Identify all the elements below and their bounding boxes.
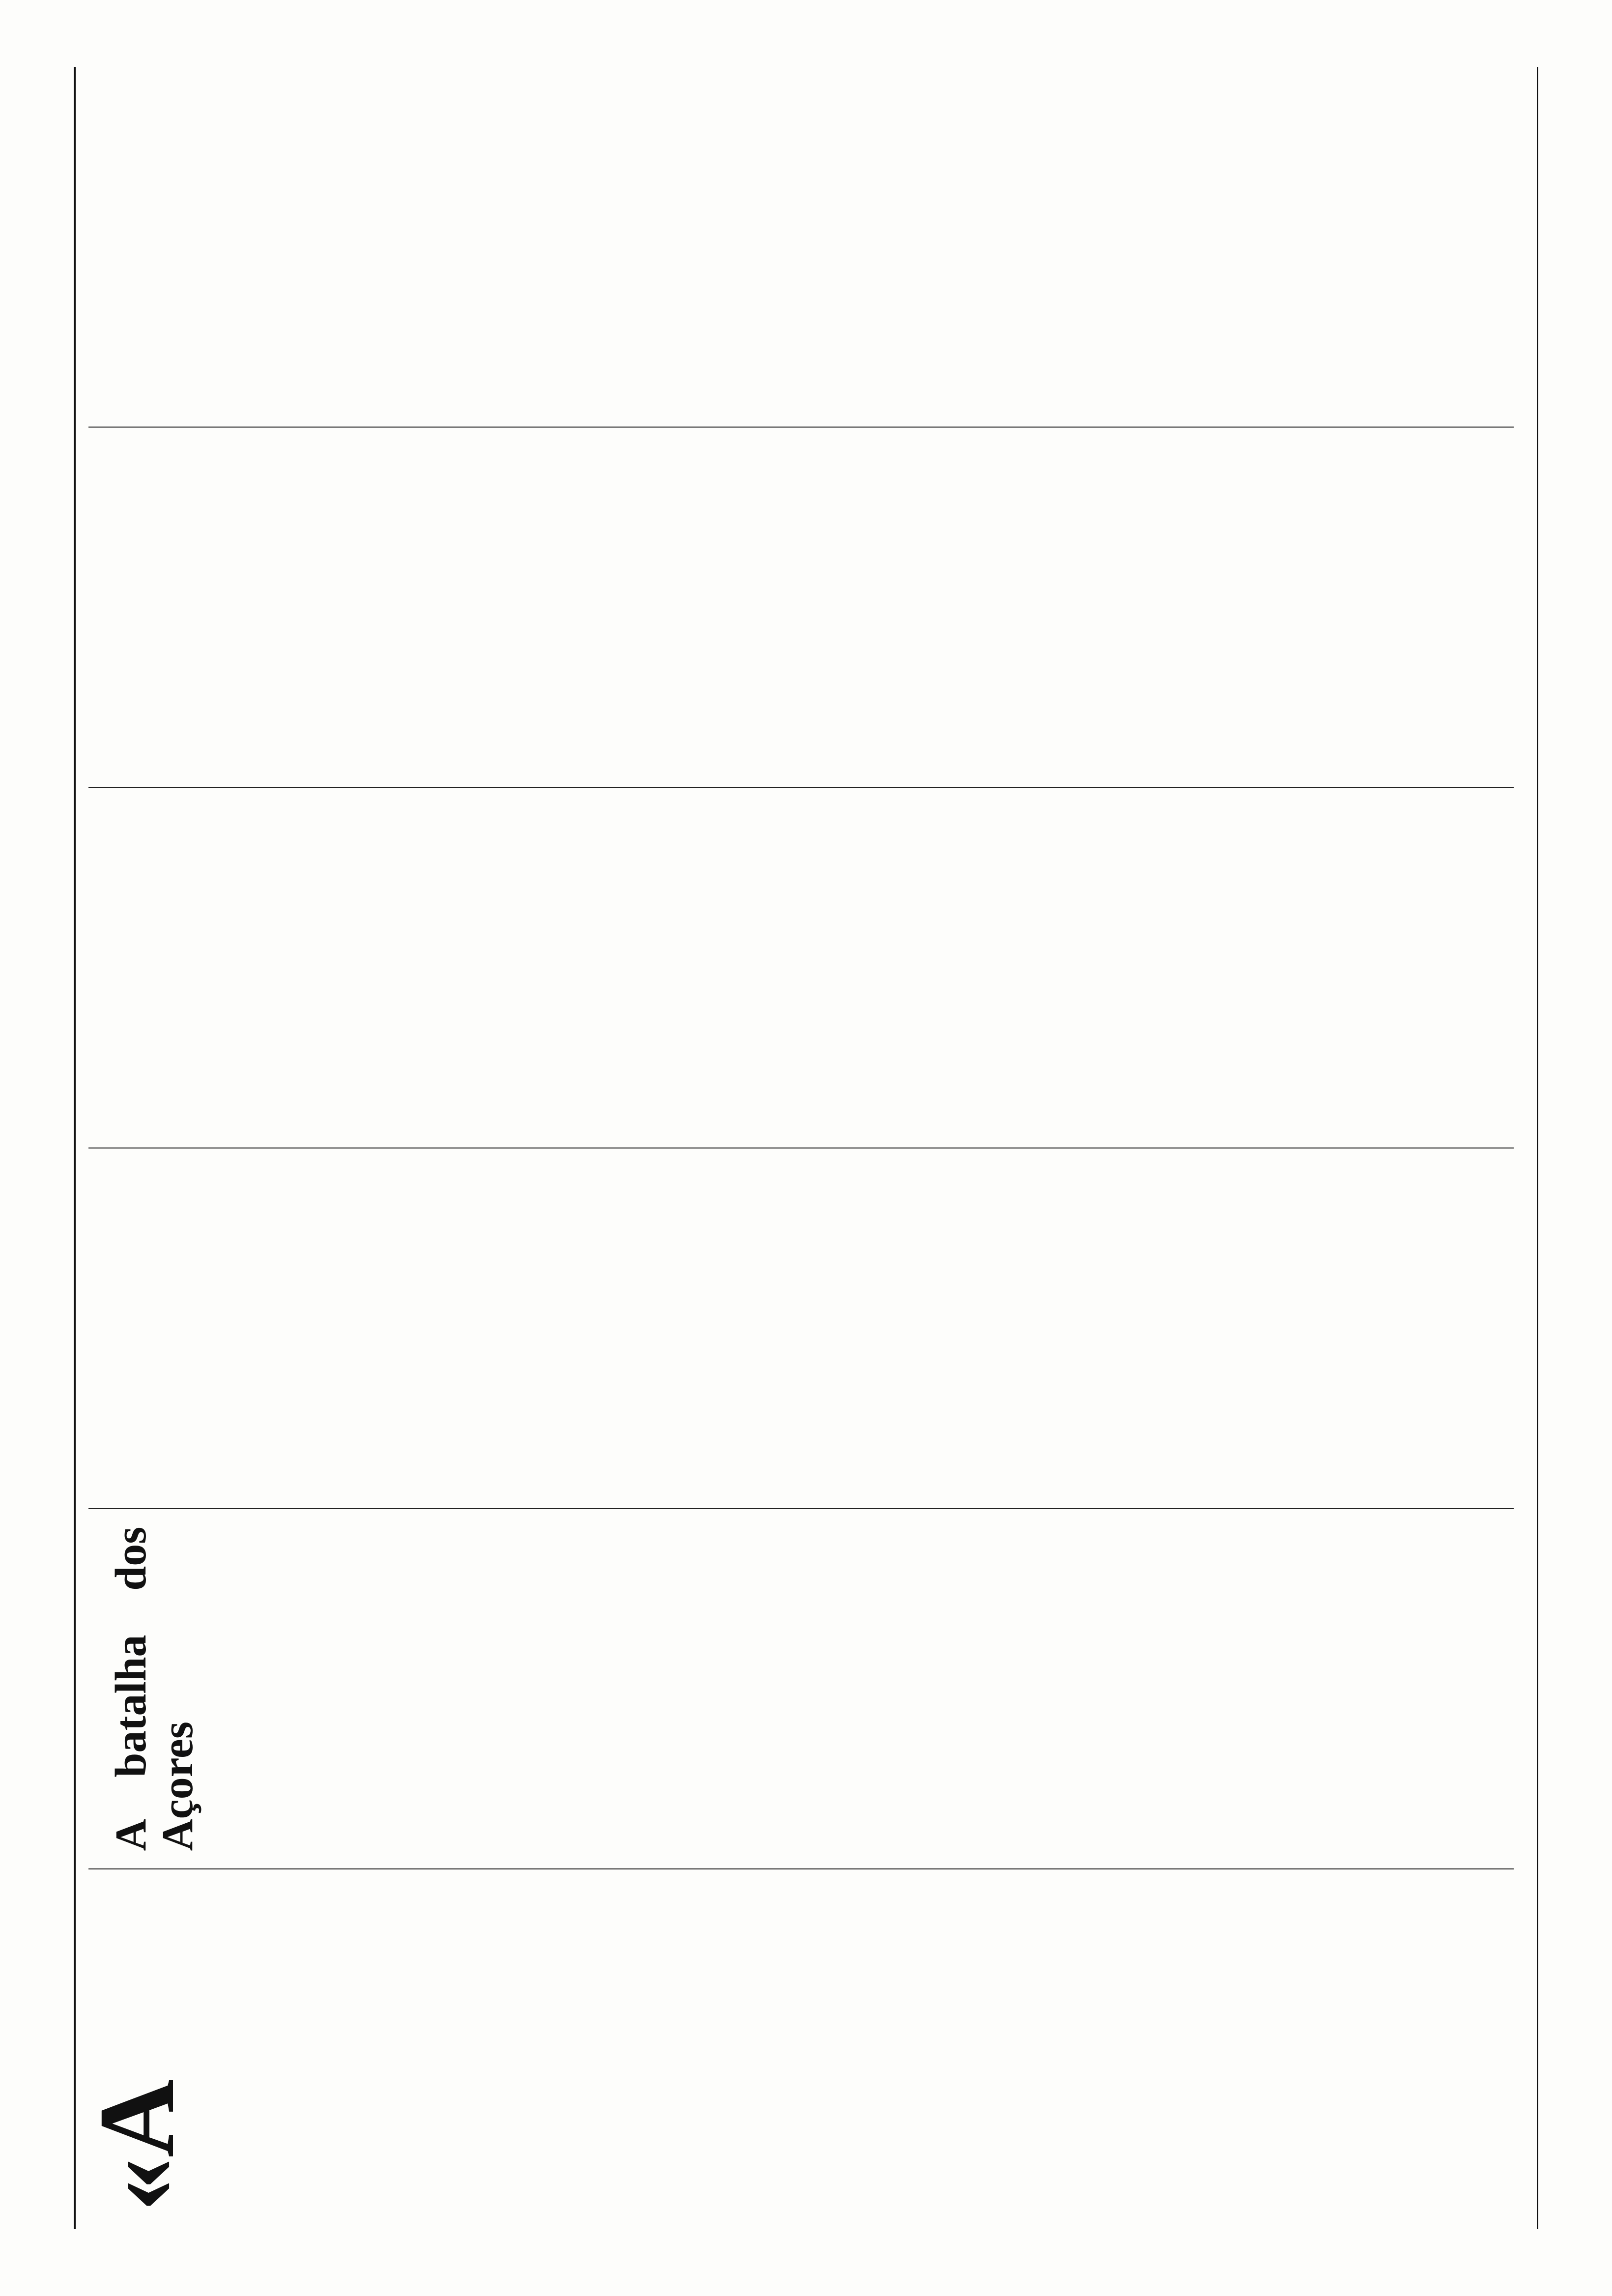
drop-cap: «A [77, 2079, 197, 2211]
bottom-rule [1537, 67, 1538, 2229]
article-column-1 [77, 1869, 1514, 2229]
article-column-5 [88, 428, 1514, 788]
article-column-6 [88, 67, 1514, 428]
article-column-3 [88, 1148, 1514, 1509]
article-column-2 [88, 1509, 1514, 1870]
article-column-4 [88, 788, 1514, 1148]
section-subheading: A batalha dos Açores [107, 1526, 202, 1851]
rotated-article [74, 67, 1538, 2229]
top-rule [74, 67, 76, 2229]
article-columns [77, 67, 1514, 2229]
